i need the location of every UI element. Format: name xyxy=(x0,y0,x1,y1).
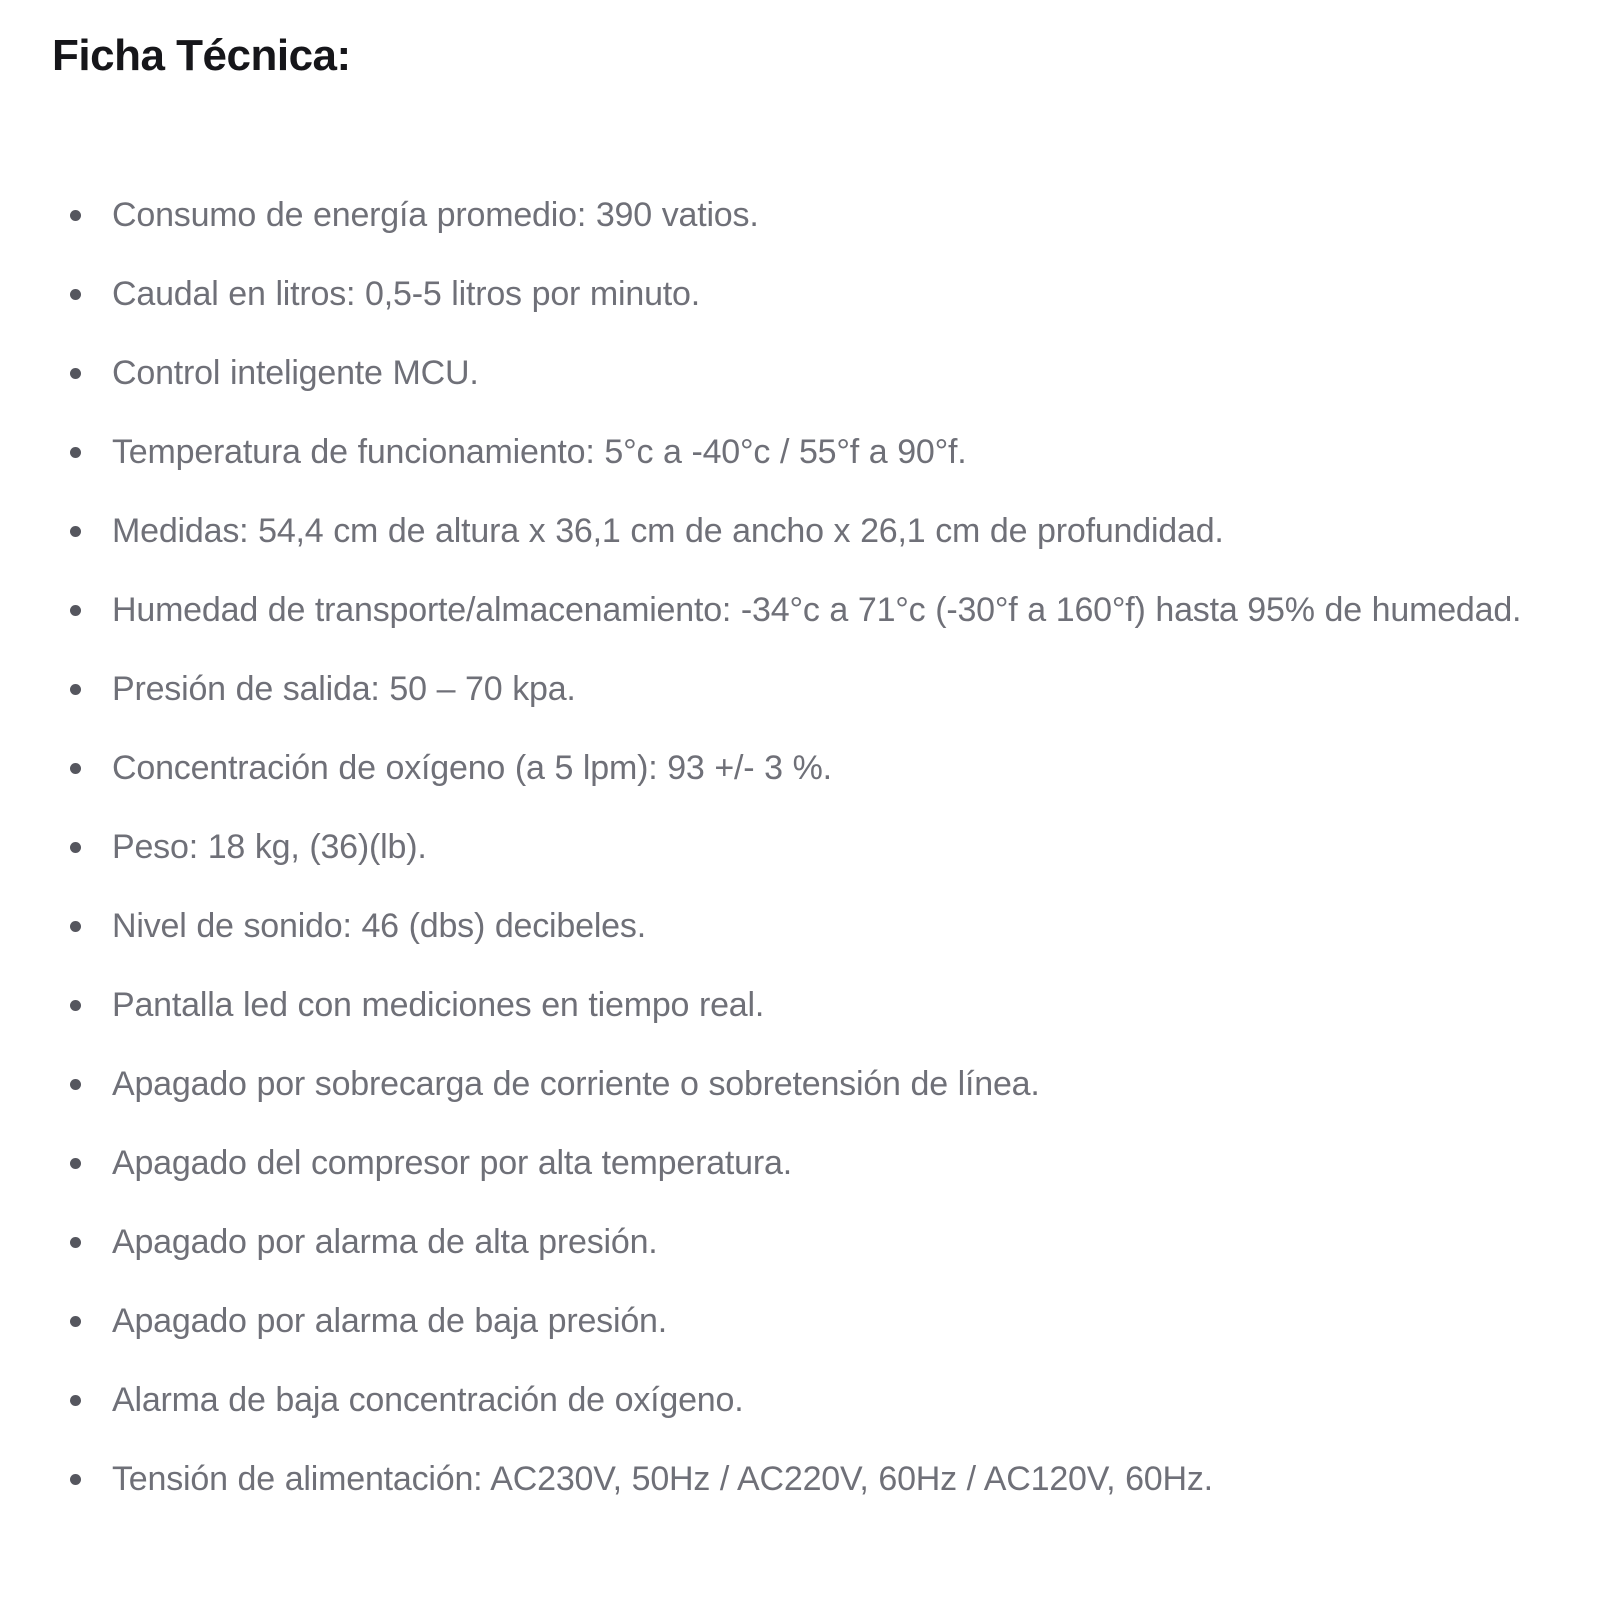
bullet-icon xyxy=(70,684,81,695)
list-item xyxy=(52,338,1472,409)
list-item xyxy=(52,259,1472,330)
bullet-icon xyxy=(70,447,81,458)
bullet-icon xyxy=(70,1079,81,1090)
list-item xyxy=(52,812,1472,883)
list-item xyxy=(52,970,1472,1041)
bullet-icon xyxy=(70,1237,81,1248)
bullet-icon xyxy=(70,210,81,221)
list-item xyxy=(52,1286,1472,1357)
list-item xyxy=(52,1365,1472,1436)
list-item-label: Apagado del compresor por alta temperatura. xyxy=(112,1144,792,1182)
bullet-icon xyxy=(70,526,81,537)
list-item-label: Caudal en litros: 0,5-5 litros por minuto. xyxy=(112,275,700,313)
list-item xyxy=(52,654,1472,725)
page-title: Ficha Técnica: xyxy=(52,31,351,80)
bullet-icon xyxy=(70,763,81,774)
list-item xyxy=(52,1128,1472,1199)
bullet-icon xyxy=(70,842,81,853)
list-item-label: Apagado por alarma de alta presión. xyxy=(112,1223,658,1261)
list-item xyxy=(52,417,1472,488)
list-item xyxy=(52,575,1532,646)
list-item xyxy=(52,1049,1472,1120)
bullet-icon xyxy=(70,1000,81,1011)
list-item-label: Alarma de baja concentración de oxígeno. xyxy=(112,1381,744,1419)
bullet-icon xyxy=(70,1474,81,1485)
list-item xyxy=(52,733,1472,804)
list-item-label: Peso: 18 kg, (36)(lb). xyxy=(112,828,427,866)
list-item-label: Apagado por sobrecarga de corriente o sobretensión de línea. xyxy=(112,1065,1040,1103)
list-item-label: Control inteligente MCU. xyxy=(112,354,479,392)
list-item-label: Tensión de alimentación: AC230V, 50Hz / AC220V, 60Hz / AC120V, 60Hz. xyxy=(112,1460,1213,1498)
list-item xyxy=(52,1444,1472,1515)
specifications-list xyxy=(52,180,1522,1523)
list-item-label: Medidas: 54,4 cm de altura x 36,1 cm de ancho x 26,1 cm de profundidad. xyxy=(112,512,1224,550)
bullet-icon xyxy=(70,1395,81,1406)
bullet-icon xyxy=(70,605,81,616)
list-item-label: Concentración de oxígeno (a 5 lpm): 93 +/- 3 %. xyxy=(112,749,832,787)
list-item xyxy=(52,891,1472,962)
list-item xyxy=(52,180,1472,251)
bullet-icon xyxy=(70,368,81,379)
bullet-icon xyxy=(70,921,81,932)
list-item-label: Pantalla led con mediciones en tiempo real. xyxy=(112,986,765,1024)
bullet-icon xyxy=(70,289,81,300)
bullet-icon xyxy=(70,1316,81,1327)
bullet-icon xyxy=(70,1158,81,1169)
list-item-label: Consumo de energía promedio: 390 vatios. xyxy=(112,196,759,234)
list-item-label: Nivel de sonido: 46 (dbs) decibeles. xyxy=(112,907,646,945)
list-item-label: Humedad de transporte/almacenamiento: -34°c a 71°c (-30°f a 160°f) hasta 95% de humedad. xyxy=(112,591,1522,629)
list-item xyxy=(52,496,1327,567)
list-item xyxy=(52,1207,1472,1278)
list-item-label: Presión de salida: 50 – 70 kpa. xyxy=(112,670,576,708)
list-item-label: Temperatura de funcionamiento: 5°c a -40°c / 55°f a 90°f. xyxy=(112,433,967,471)
list-item-label: Apagado por alarma de baja presión. xyxy=(112,1302,667,1340)
